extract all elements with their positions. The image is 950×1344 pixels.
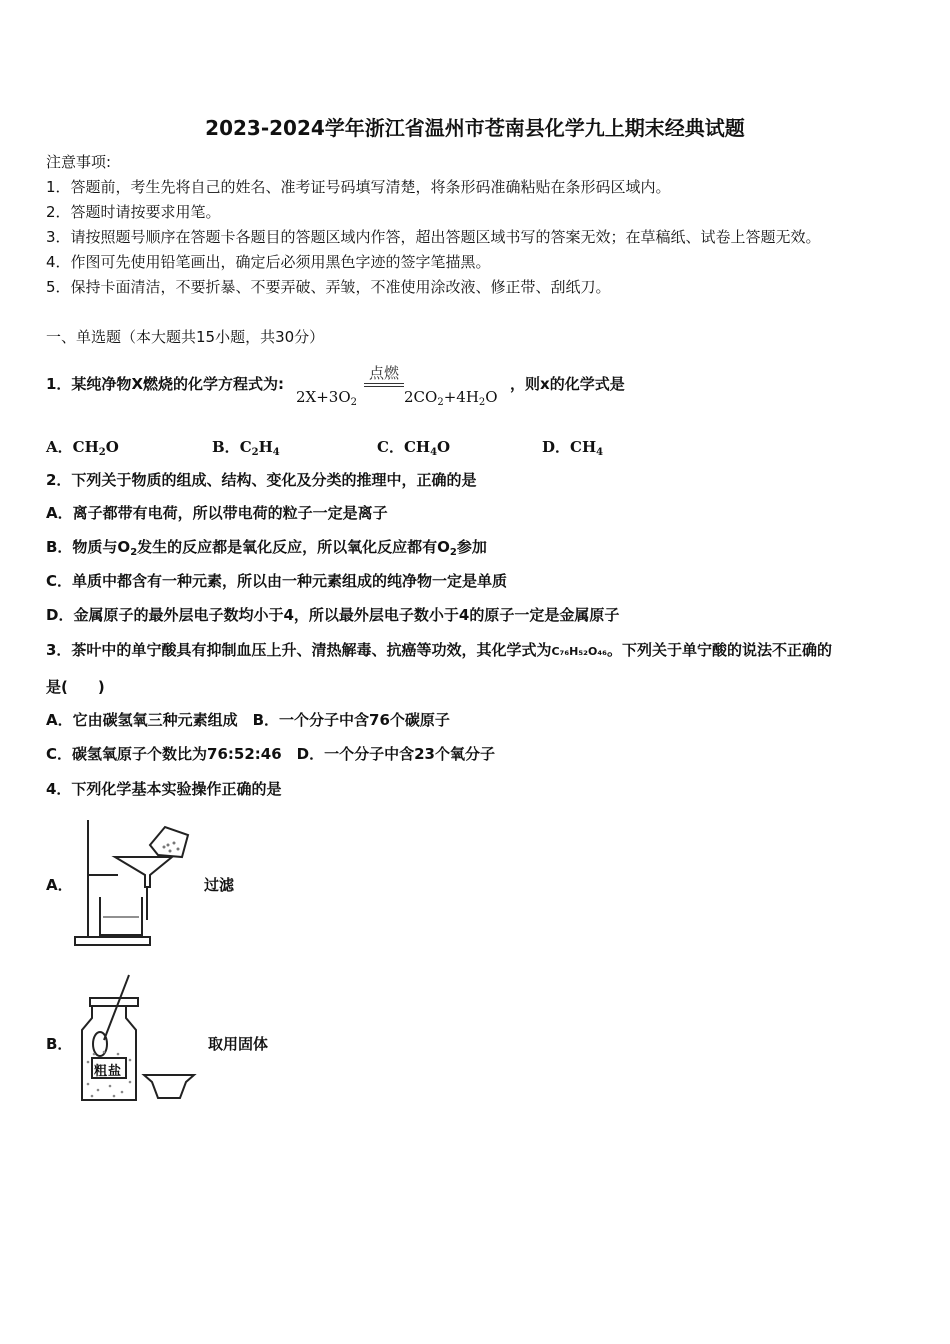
q4-option-b-label: B．: [46, 1035, 73, 1053]
filtration-apparatus-icon: [70, 815, 200, 950]
notice-item-2: 2．答题时请按要求用笔。: [46, 203, 221, 221]
q4-option-a-text: 过滤: [204, 876, 235, 894]
question-2-stem: 2．下列关于物质的组成、结构、变化及分类的推理中，正确的是: [46, 471, 477, 489]
q1-option-a: A．$CH_2O$: [46, 438, 119, 458]
chemical-equation: [296, 363, 508, 408]
question-3-stem: 3．茶叶中的单宁酸具有抑制血压上升、清热解毒、抗癌等功效，其化学式为C₇₆H₅₂O₄₆。下列关于单宁酸的说法不正确的: [46, 641, 833, 659]
q1-option-c: C．$CH_4O$: [377, 438, 451, 458]
q3-options-cd: C．碳氢氧原子个数比为76:52:46 D．一个分子中含23个氧分子: [46, 745, 495, 763]
q2-option-a: A．离子都带有电荷，所以带电荷的粒子一定是离子: [46, 504, 388, 522]
notice-item-3: 3．请按照题号顺序在答题卡各题目的答题区域内作答，超出答题区域书写的答案无效；在草稿纸、试卷上答题无效。: [46, 228, 821, 246]
q1-option-d: D．$CH_4$: [542, 438, 604, 458]
q2-option-b: B．物质与$O_2$发生的反应都是氧化反应，所以氧化反应都有$O_2$参加: [46, 538, 487, 558]
notice-heading: 注意事项:: [46, 153, 112, 171]
equation-rhs: $2CO_2+4H_2O$: [404, 387, 498, 408]
q3-options-ab: A．它由碳氢氧三种元素组成 B．一个分子中含76个碳原子: [46, 711, 450, 729]
jar-label: 粗盐: [94, 1064, 123, 1079]
q1-prefix: 1．某纯净物X燃烧的化学方程式为:: [46, 375, 285, 393]
notice-item-4: 4．作图可先使用铅笔画出，确定后必须用黑色字迹的签字笔描黑。: [46, 253, 491, 271]
solid-reagent-jar-icon: [74, 970, 204, 1105]
question-3-stem-cont: 是( ): [46, 678, 105, 696]
q1-option-b: B．$C_2H_4$: [212, 438, 280, 458]
q1-suffix: ，则x的化学式是: [510, 375, 625, 393]
question-4-stem: 4．下列化学基本实验操作正确的是: [46, 780, 282, 798]
page-title: 2023-2024学年浙江省温州市苍南县化学九上期末经典试题: [205, 116, 745, 140]
q2-option-c: C．单质中都含有一种元素，所以由一种元素组成的纯净物一定是单质: [46, 572, 508, 590]
section-heading: 一、单选题（本大题共15小题，共30分）: [46, 328, 325, 346]
notice-item-5: 5．保持卡面清洁，不要折暴、不要弄破、弄皱，不准使用涂改液、修正带、刮纸刀。: [46, 278, 611, 296]
tannic-acid-formula: C₇₆H₅₂O₄₆: [551, 645, 607, 658]
double-arrow-line: [364, 383, 404, 387]
equation-lhs: $2X+3O_2$: [296, 387, 358, 408]
equation-condition: 点燃: [364, 365, 404, 387]
q2-option-d: D．金属原子的最外层电子数均小于4，所以最外层电子数小于4的原子一定是金属原子: [46, 606, 620, 624]
q4-option-b-text: 取用固体: [208, 1035, 269, 1053]
question-1: [46, 363, 625, 408]
q4-option-a-label: A．: [46, 876, 73, 894]
notice-item-1: 1．答题前，考生先将自己的姓名、准考证号码填写清楚，将条形码准确粘贴在条形码区域内。: [46, 178, 671, 196]
